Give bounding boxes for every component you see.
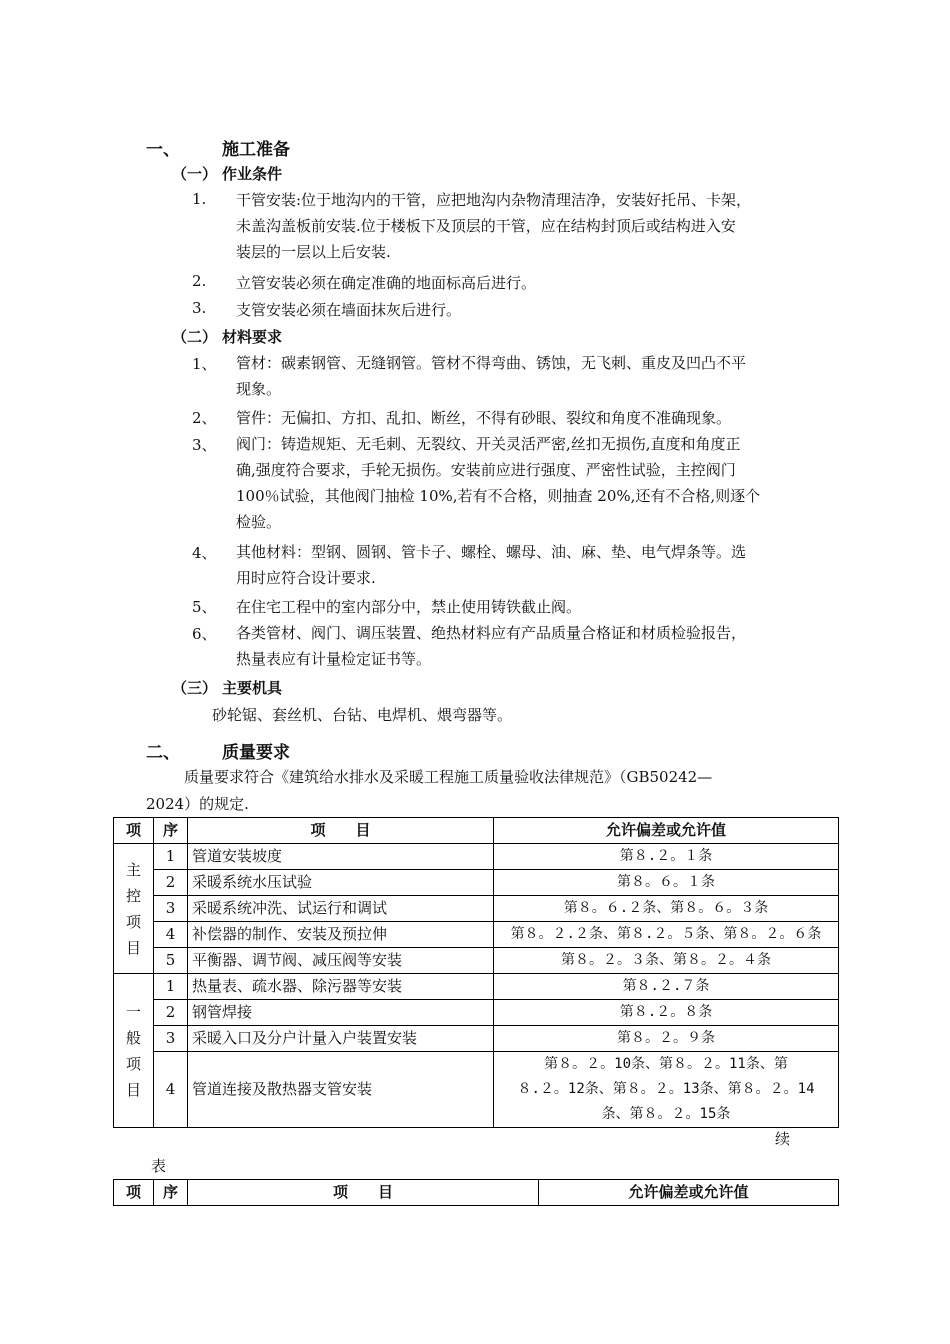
list-item-line: 确,强度符合要求，手轮无损伤。安装前应进行强度、严密性试验，主控阀门 (236, 461, 736, 479)
row-value (494, 1052, 839, 1128)
list-item (236, 620, 746, 672)
section-2-title: 质量要求 (222, 743, 290, 763)
list-item-line: 其他材料：型钢、圆钢、管卡子、螺栓、螺母、油、麻、垫、电气焊条等。选 (236, 543, 747, 561)
list-item-line: 检验。 (236, 513, 282, 531)
list-item (236, 187, 751, 265)
row-seq: 5 (154, 948, 188, 974)
group-label-char: 控 (125, 886, 141, 905)
row-seq: 1 (154, 974, 188, 1000)
row-seq: 3 (154, 896, 188, 922)
row-value: 第８。６.２条、第８。６。３条 (494, 896, 839, 922)
section-2-intro-line-2: 2024）的规定. (146, 795, 249, 813)
list-item (236, 539, 746, 591)
group-label-char: 目 (125, 938, 141, 957)
list-item: 管件：无偏扣、方扣、乱扣、断丝，不得有砂眼、裂纹和角度不准确现象。 (236, 409, 732, 427)
list-item-number: 5、 (192, 598, 217, 616)
row-item: 采暖系统水压试验 (188, 870, 494, 896)
subsection-3-number: （三） (172, 679, 218, 697)
row-value: 第８。６。１条 (494, 870, 839, 896)
section-2-intro-line-1: 质量要求符合《建筑给水排水及采暖工程施工质量验收法律规范》（GB50242— (184, 768, 713, 786)
section-1-title: 施工准备 (222, 140, 290, 160)
list-item-line: 现象。 (236, 380, 282, 398)
continued-label: 续 (775, 1130, 791, 1148)
subsection-2-title: 材料要求 (222, 328, 283, 346)
row-seq: 1 (154, 844, 188, 870)
header-value: 允许偏差或允许值 (494, 818, 839, 844)
list-item (236, 350, 746, 402)
row-value: 第８。２。３条、第８。２。４条 (494, 948, 839, 974)
row-value: 第８。２.２条、第８.２。５条、第８。２。６条 (494, 922, 839, 948)
table-row (114, 896, 839, 922)
list-item-number: 6、 (192, 625, 217, 643)
row-item: 钢管焊接 (188, 1000, 494, 1026)
table-row (114, 870, 839, 896)
subsection-1-number: （一） (172, 165, 218, 183)
row-value: 第８。２。９条 (494, 1026, 839, 1052)
continued-label-2: 表 (151, 1157, 167, 1175)
list-item: 在住宅工程中的室内部分中，禁止使用铸铁截止阀。 (236, 598, 582, 616)
list-item-number: 2. (192, 272, 207, 290)
row-item: 补偿器的制作、安装及预拉伸 (188, 922, 494, 948)
table-row (114, 1026, 839, 1052)
section-2-number: 二、 (146, 743, 180, 763)
list-item-line: 管材：碳素钢管、无缝钢管。管材不得弯曲、锈蚀，无飞刺、重皮及凹凸不平 (236, 354, 747, 372)
table-row (114, 948, 839, 974)
list-item-number: 3. (192, 299, 207, 317)
list-item-line: 各类管材、阀门、调压装置、绝热材料应有产品质量合格证和材质检验报告， (236, 624, 747, 642)
row-seq: 2 (154, 870, 188, 896)
subsection-3-title: 主要机具 (222, 679, 283, 697)
group-label-char: 般 (125, 1028, 141, 1047)
row-value-line: 第８。２。10条、第８。２。11条、第 (544, 1056, 788, 1072)
table-row (114, 974, 839, 1000)
subsection-1-title: 作业条件 (222, 165, 283, 183)
list-item (236, 431, 760, 535)
section-1-number: 一、 (146, 140, 180, 160)
table-header-row (114, 1180, 839, 1206)
list-item-number: 1. (192, 190, 207, 208)
header-seq: 序 (154, 818, 188, 844)
list-item-number: 4、 (192, 544, 217, 562)
quality-table (113, 817, 839, 1128)
row-value: 第８.２。１条 (494, 844, 839, 870)
row-item: 采暖入口及分户计量入户装置安装 (188, 1026, 494, 1052)
table-row (114, 1000, 839, 1026)
group-label-char: 一 (125, 1002, 141, 1021)
header-item: 项 目 (188, 1180, 539, 1206)
table-row (114, 1052, 839, 1128)
row-item: 管道安装坡度 (188, 844, 494, 870)
list-item-line: 热量表应有计量检定证书等。 (236, 650, 432, 668)
list-item-line: 装层的一层以上后安装. (236, 243, 391, 261)
list-item-number: 3、 (192, 436, 217, 454)
group-label-general (114, 974, 154, 1128)
group-label-char: 项 (125, 912, 141, 931)
continued-table (113, 1179, 839, 1206)
list-item-number: 1、 (192, 355, 217, 373)
subsection-2-number: （二） (172, 328, 218, 346)
row-seq: 3 (154, 1026, 188, 1052)
row-item: 管道连接及散热器支管安装 (188, 1052, 494, 1128)
list-item-line: 用时应符合设计要求. (236, 569, 376, 587)
row-seq: 4 (154, 1052, 188, 1128)
group-label-char: 目 (125, 1080, 141, 1099)
header-category: 项 (114, 818, 154, 844)
row-value: 第８.２。８条 (494, 1000, 839, 1026)
row-item: 热量表、疏水器、除污器等安装 (188, 974, 494, 1000)
group-label-char: 项 (125, 1054, 141, 1073)
group-label-char: 主 (125, 860, 141, 879)
list-item-line: 干管安装:位于地沟内的干管，应把地沟内杂物清理洁净，安装好托吊、卡架， (236, 191, 752, 209)
group-label-main-control (114, 844, 154, 974)
list-item-number: 2、 (192, 409, 217, 427)
row-seq: 2 (154, 1000, 188, 1026)
row-value: 第８.２.７条 (494, 974, 839, 1000)
list-item-line: 100％试验，其他阀门抽检 10%,若有不合格，则抽查 20%,还有不合格,则逐个 (236, 487, 761, 505)
row-item: 平衡器、调节阀、减压阀等安装 (188, 948, 494, 974)
table-row (114, 922, 839, 948)
header-category: 项 (114, 1180, 154, 1206)
header-item: 项 目 (188, 818, 494, 844)
row-seq: 4 (154, 922, 188, 948)
tools-list: 砂轮锯、套丝机、台钻、电焊机、煨弯器等。 (212, 706, 513, 724)
table-row (114, 844, 839, 870)
row-value-line: 条、第８。２。15条 (601, 1106, 731, 1122)
list-item: 立管安装必须在确定准确的地面标高后进行。 (236, 274, 537, 292)
list-item-line: 阀门：铸造规矩、无毛刺、无裂纹、开关灵活严密,丝扣无损伤,直度和角度正 (236, 435, 741, 453)
list-item-line: 未盖沟盖板前安装.位于楼板下及顶层的干管，应在结构封顶后或结构进入安 (236, 217, 736, 235)
row-value-line: ８.２。12条、第８。２。13条、第８。２。14 (517, 1081, 815, 1097)
header-seq: 序 (154, 1180, 188, 1206)
list-item: 支管安装必须在墙面抹灰后进行。 (236, 301, 462, 319)
row-item: 采暖系统冲洗、试运行和调试 (188, 896, 494, 922)
table-header-row (114, 818, 839, 844)
header-value: 允许偏差或允许值 (539, 1180, 839, 1206)
